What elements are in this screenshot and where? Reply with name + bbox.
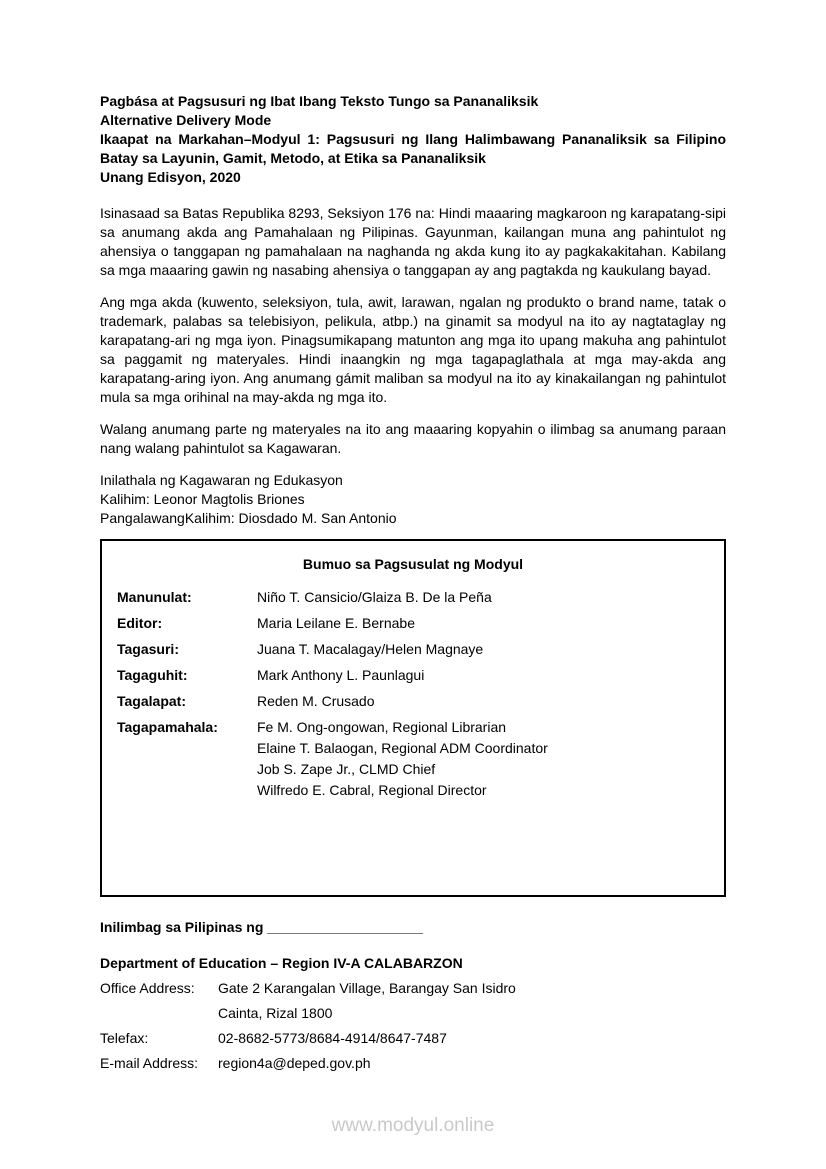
development-team-title: Bumuo sa Pagsusulat ng Modyul [302, 556, 524, 572]
telefax-label: Telefax: [100, 1030, 149, 1046]
telefax-value: 02-8682-5773/8684-4914/8647-7487 [218, 1030, 447, 1046]
undersecretary: PangalawangKalihim: Diosdado M. San Antonio [100, 510, 397, 526]
office-address-label: Office Address: [100, 980, 195, 996]
team-row-value: Fe M. Ong-ongowan, Regional Librarian Elaine T. Balaogan, Regional ADM Coordinator Job S. Zape Jr., CLMD Chief Wilfredo E. Cabral, Regional Director [257, 719, 548, 798]
printed-by-line: Inilimbag sa Pilipinas ng ____________________ [100, 919, 423, 935]
team-row-label: Tagapamahala: [117, 719, 218, 735]
development-team-box [100, 539, 726, 897]
email-value: region4a@deped.gov.ph [218, 1055, 371, 1071]
series-title: Pagbása at Pagsusuri ng Ibat Ibang Teksto Tungo sa Pananaliksik [100, 93, 539, 109]
department-info-block [100, 951, 726, 1076]
team-row-editor [117, 613, 709, 634]
telefax-row [100, 1026, 726, 1051]
module-title-block [100, 92, 726, 187]
office-address-value: Gate 2 Karangalan Village, Barangay San Isidro Cainta, Rizal 1800 [218, 980, 516, 1021]
secretary: Kalihim: Leonor Magtolis Briones [100, 491, 305, 507]
team-row-value: Juana T. Macalagay/Helen Magnaye [257, 641, 484, 657]
team-row-value: Maria Leilane E. Bernabe [257, 615, 415, 631]
team-row-value: Reden M. Crusado [257, 693, 375, 709]
team-row-label: Manunulat: [117, 589, 192, 605]
trademarks-paragraph: Ang mga akda (kuwento, seleksiyon, tula, awit, larawan, ngalan ng produkto o brand name, tatak o trademark, palabas sa telebisiyon, pelikula, atbp.) na ginamit sa modyul na ito ay nagtataglay ng karapatang-ari ng mga iyon. Pinagsumikapang matunton ang mga ito upang makuha ang pahintulot sa paggamit ng materyales. Hindi inaangkin ng mga tagapaglathala at mga may-akda ang karapatang-aring iyon. Ang anumang gámit maliban sa modyul na ito ay kinakailangan ng pahintulot mula sa mga orihinal na may-akda ng mga ito. [100, 294, 726, 405]
module-title: Ikaapat na Markahan–Modyul 1: Pagsusuri ng Ilang Halimbawang Pananaliksik sa Filipino Batay sa Layunin, Gamit, Metodo, at Etika sa Pananaliksik [100, 131, 726, 166]
office-address-row [100, 976, 726, 1026]
copyright-paragraph: Isinasaad sa Batas Republika 8293, Seksiyon 176 na: Hindi maaaring magkaroon ng karapatang-sipi sa anumang akda ang Pamahalaan ng Pilipinas. Gayunman, kailangan muna ang pahintulot ng ahensiya o tanggapan ng pamahalaan na naghanda ng akda kung ito ay pagkakakitahan. Kabilang sa mga maaaring gawin ng nasabing ahensiya o tanggapan ay ang pagtakda ng kaukulang bayad. [100, 205, 726, 278]
team-row-management [117, 717, 709, 801]
team-row-label: Editor: [117, 615, 163, 631]
no-copy-paragraph: Walang anumang parte ng materyales na ito ang maaaring kopyahin o ilimbag sa anumang paraan nang walang pahintulot sa Kagawaran. [100, 421, 726, 456]
team-row-illustrator [117, 665, 709, 686]
team-row-reviewer [117, 639, 709, 660]
team-row-label: Tagasuri: [117, 641, 179, 657]
email-row [100, 1051, 726, 1076]
team-row-value: Mark Anthony L. Paunlagui [257, 667, 425, 683]
delivery-mode: Alternative Delivery Mode [100, 112, 272, 128]
team-row-writer [117, 587, 709, 608]
email-label: E-mail Address: [100, 1055, 199, 1071]
team-row-layout [117, 691, 709, 712]
document-page [100, 92, 726, 1076]
site-watermark: www.modyul.online [331, 1115, 495, 1136]
department-name: Department of Education – Region IV-A CALABARZON [100, 955, 463, 971]
edition: Unang Edisyon, 2020 [100, 169, 241, 185]
publisher-block [100, 471, 726, 528]
team-row-value: Niño T. Cansicio/Glaiza B. De la Peña [257, 589, 492, 605]
published-by: Inilathala ng Kagawaran ng Edukasyon [100, 472, 343, 488]
team-row-label: Tagaguhit: [117, 667, 188, 683]
team-row-label: Tagalapat: [117, 693, 186, 709]
